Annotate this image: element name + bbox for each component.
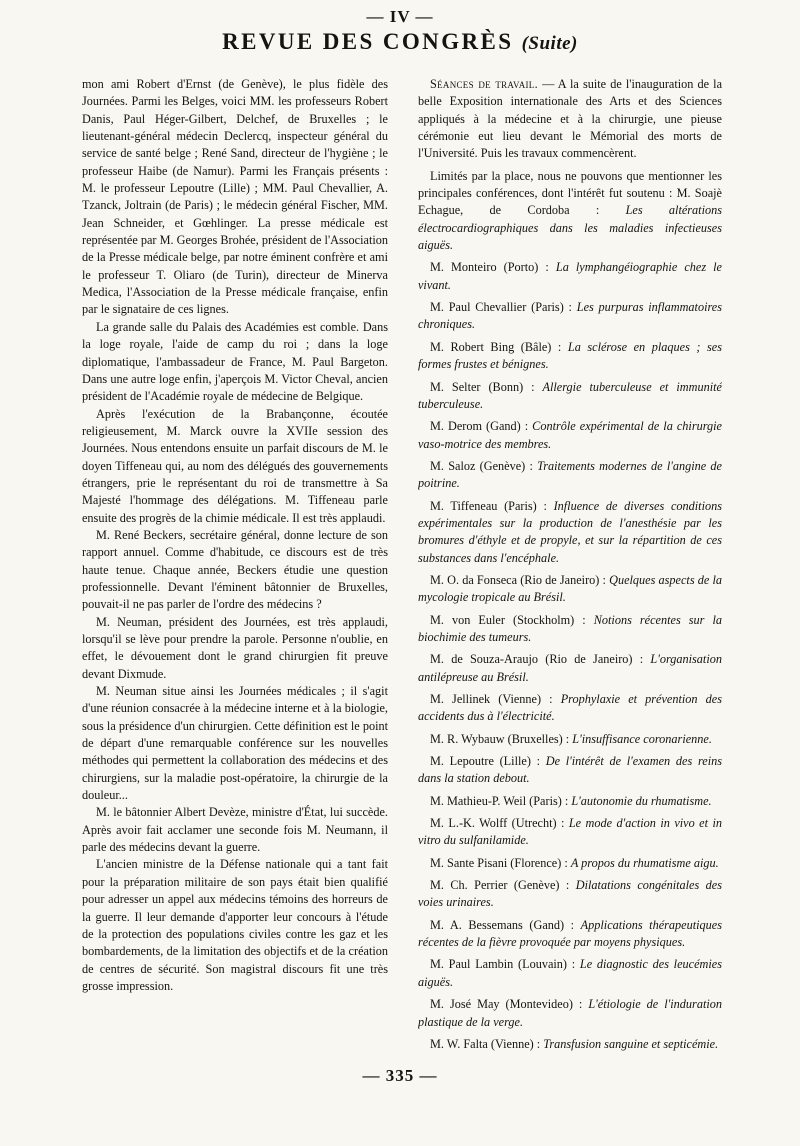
talk-title: A propos du rhumatisme aigu. — [570, 855, 719, 870]
talk-title: Allergie tuberculeuse et immunité tuberculeuse. — [418, 379, 722, 411]
talk-speaker: M. Lepoutre (Lille) : — [430, 754, 546, 769]
talk-entry — [418, 379, 722, 414]
conferences-paragraph — [418, 168, 722, 255]
sessions-heading: Séances de travail. — [430, 77, 538, 91]
talk-entry — [418, 259, 722, 294]
talk-entry — [418, 917, 722, 952]
talk-title: Quelques aspects de la mycologie tropicale au Brésil. — [418, 572, 722, 605]
talk-entry — [418, 731, 722, 748]
talk-entry — [418, 956, 722, 991]
talk-speaker: M. José May (Montevideo) : — [430, 997, 589, 1012]
talk-entry — [418, 793, 722, 810]
talk-title: Le mode d'action in vivo et in vitro du sulfanilamide. — [418, 816, 722, 848]
talk-speaker: M. R. Wybauw (Bruxelles) : — [430, 731, 573, 746]
talk-speaker: M. Jellinek (Vienne) : — [430, 692, 561, 706]
talk-title: Les purpuras inflammatoires chroniques. — [418, 300, 722, 332]
talk-title: Influence de diverses conditions expérimentales sur la production de l'anesthésie par les bromures d'éthyle et de propyle, et sur la répartition de ces substances dans l'encéphale. — [418, 498, 722, 565]
talk-entry — [418, 498, 722, 567]
talk-speaker: M. Paul Lambin (Louvain) : — [430, 957, 580, 972]
talk-speaker: M. Selter (Bonn) : — [430, 379, 543, 394]
talk-speaker: M. Derom (Gand) : — [430, 419, 533, 434]
talk-entry — [418, 572, 722, 607]
talk-entry — [418, 458, 722, 493]
talk-speaker: M. O. da Fonseca (Rio de Janeiro) : — [430, 572, 610, 587]
talk-title: Les altérations électrocardiographiques dans les maladies infectieuses aiguës. — [418, 203, 722, 253]
talk-speaker: M. L.-K. Wolff (Utrecht) : — [430, 816, 569, 831]
right-column — [418, 76, 722, 1064]
talk-title: Dilatations congénitales des voies urinaires. — [418, 878, 722, 910]
talk-title: Applications thérapeutiques récentes de la fièvre provoquée par moyens physiques. — [418, 917, 722, 950]
talk-entry — [418, 996, 722, 1031]
talk-entry — [418, 339, 722, 374]
talk-title: La sclérose en plaques ; ses formes frustes et bénignes. — [418, 339, 722, 372]
paragraph: M. Neuman, président des Journées, est très applaudi, lorsqu'il se lève pour prendre la parole. Personne n'oublie, en effet, le dévouement dont le grand chirurgien fit preuve devant Dixmude. — [82, 614, 388, 681]
talk-speaker: M. Ch. Perrier (Genève) : — [430, 878, 576, 893]
paragraph: L'ancien ministre de la Défense nationale qui a tant fait pour la préparation militaire de son pays était bien qualifié pour adresser un appel aux médecins témoins des horreurs de la guerre. Il leur demande d'apporter leur concours à l'étude de la protection des populations civiles contre les gaz et les bombardements, de la limitation des objectifs et de la création de centres de sécurité. Son magistral discours fit une très grosse impression. — [82, 857, 388, 993]
talk-entry — [418, 1036, 722, 1053]
page-title — [0, 28, 800, 58]
paragraph: Après l'exécution de la Brabançonne, écoutée religieusement, M. Marck ouvre la XVIIe session des Journées. Nous entendons ensuite un parfait discours de M. le doyen Tiffeneau qui, au nom des délégués des gouvernements étrangers, prie le représentant du roi de transmettre à Sa Majesté l'hommage des délégations. M. Tiffeneau parle ensuite des progrès de la chimie médicale. Il est très applaudi. — [82, 406, 388, 525]
talk-title: Prophylaxie et prévention des accidents dus à l'électricité. — [418, 692, 722, 724]
talk-list — [418, 259, 722, 1053]
paragraph: La grande salle du Palais des Académies est comble. Dans la loge royale, l'aide de camp du roi ; dans la loge diplomatique, l'ambassadeur de France, M. Paul Bargeton. Dans une autre loge enfin, j'aperçois M. Victor Cheval, ancien président de l'Académie royale de médecine de Belgique. — [82, 319, 388, 404]
talk-title: La lymphangéiographie chez le vivant. — [418, 260, 722, 292]
talk-speaker: M. Sante Pisani (Florence) : — [430, 855, 571, 870]
talk-entry — [418, 877, 722, 912]
talk-speaker: M. Robert Bing (Bâle) : — [430, 339, 568, 354]
left-column — [82, 76, 388, 1064]
talk-title: L'organisation antilépreuse au Brésil. — [418, 652, 722, 684]
paragraph: M. Neuman situe ainsi les Journées médicales ; il s'agit d'une réunion consacrée à la médecine interne et à la biologie, sous la présidence d'un chirurgien. Cette définition est le point de départ d'une remarquable conférence sur les nouvelles méthodes qui permettent la collaboration des médecins et des chirurgiens, sur la maladie post-opératoire, la chirurgie de la douleur... — [82, 684, 388, 803]
page-title-text: REVUE DES CONGRÈS — [222, 29, 514, 54]
talk-entry — [418, 418, 722, 453]
talk-speaker: M. von Euler (Stockholm) : — [430, 612, 594, 627]
talk-speaker: M. de Souza-Araujo (Rio de Janeiro) : — [430, 652, 651, 667]
talk-title: L'étiologie de l'induration plastique de la verge. — [418, 997, 722, 1029]
talk-speaker: M. A. Bessemans (Gand) : — [430, 917, 581, 932]
talk-speaker: M. Saloz (Genève) : — [430, 458, 538, 473]
talk-entry — [418, 691, 722, 726]
talk-title: De l'intérêt de l'examen des reins dans la station debout. — [418, 754, 722, 786]
page-header — [0, 6, 800, 58]
sessions-intro-text: — A la suite de l'inauguration de la belle Exposition internationale des Arts et des Sciences appliqués à la médecine et à la chirurgie, une pieuse cérémonie eut lieu devant le Mémorial des morts de l'Université. Puis les travaux commencèrent. — [418, 77, 722, 161]
talk-entry — [418, 612, 722, 647]
paragraph: M. René Beckers, secrétaire général, donne lecture de son rapport annuel. Comme d'habitude, ce discours est de très haute tenue. Chaque année, Beckers étudie une question professionnelle. Devant l'éminent bâtonnier de Bruxelles, pouvait-il ne pas parler de l'ordre des médecins ? — [82, 527, 388, 612]
talk-speaker: M. Tiffeneau (Paris) : — [430, 498, 554, 513]
conferences-text: Limités par la place, nous ne pouvons que mentionner les principales conférences, dont l'intérêt fut soutenu : M. Soajè Echague, de Cordoba : — [418, 168, 722, 218]
talk-entry — [418, 815, 722, 850]
page-title-suite: (Suite) — [521, 33, 578, 54]
talk-title: Le diagnostic des leucémies aiguës. — [418, 957, 722, 989]
talk-title: Traitements modernes de l'angine de poitrine. — [418, 458, 722, 491]
talk-title: Contrôle expérimental de la chirurgie vaso-motrice des membres. — [418, 419, 722, 451]
paragraph: M. le bâtonnier Albert Devèze, ministre d'État, lui succède. Après avoir fait acclamer une seconde fois M. Neumann, il parle des médecins devant la guerre. — [82, 805, 388, 855]
talk-title: L'insuffisance coronarienne. — [572, 731, 712, 746]
sessions-intro — [418, 76, 722, 163]
paragraph: mon ami Robert d'Ernst (de Genève), le plus fidèle des Journées. Parmi les Belges, voici MM. les professeurs Robert Danis, Paul Héger-Gilbert, Delchef, de Bruxelles ; le lieutenant-général médecin Declercq, inspecteur général du service de santé belge ; René Sand, directeur de l'hygiène ; le professeur Haibe (de Namur). Parmi les Français présents : M. le professeur Lepoutre (Lille) ; MM. Paul Chevallier, A. Tzanck, Joltrain (de Paris) ; le médecin général Fischer, MM. Jean Schneider, et Gœhlinger. La presse médicale est représentée par M. Georges Brohée, président de l'Association de la Presse médicale belge, par notre éminent confrère et ami le professeur T. Oliaro (de Turin), directeur de Minerva Medica, l'Association de la Presse médicale française, enfin par le signataire de ces lignes. — [82, 77, 388, 317]
talk-entry — [418, 855, 722, 872]
talk-speaker: M. Monteiro (Porto) : — [430, 260, 556, 275]
page-number: — 335 — — [362, 1066, 438, 1085]
section-number: — IV — — [366, 7, 434, 26]
talk-entry — [418, 299, 722, 334]
talk-entry — [418, 753, 722, 788]
talk-speaker: M. Paul Chevallier (Paris) : — [430, 300, 577, 315]
talk-speaker: M. W. Falta (Vienne) : — [430, 1036, 544, 1051]
talk-speaker: M. Mathieu-P. Weil (Paris) : — [430, 793, 572, 808]
talk-title: L'autonomie du rhumatisme. — [571, 793, 712, 808]
talk-entry — [418, 651, 722, 686]
talk-title: Transfusion sanguine et septicémie. — [543, 1036, 719, 1051]
talk-title: Notions récentes sur la biochimie des tumeurs. — [418, 612, 722, 644]
